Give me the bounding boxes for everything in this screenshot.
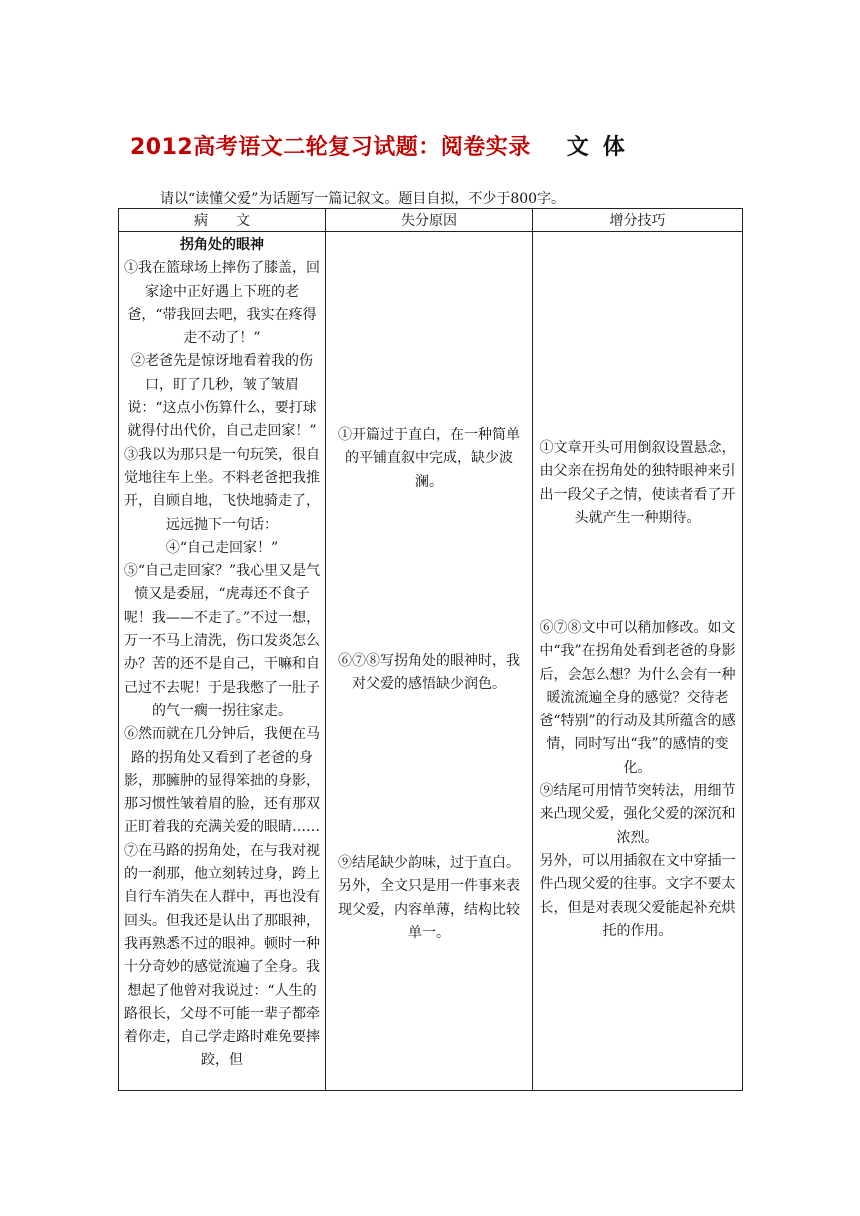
reason-1: ①开篇过于直白，在一种简单的平铺直叙中完成，缺少波澜。 xyxy=(338,427,520,490)
essay-paragraph-5: ⑤“自己走回家？”我心里又是气愤又是委屈，“虎毒还不食子呢！我——不走了。”不过一想，万一不马上清洗，伤口发炎怎么办？苦的还不是自己，干嘛和自己过不去呢！于是我憋了一肚子的气一瘸一拐往家走。 xyxy=(123,563,321,719)
table-row xyxy=(119,232,743,1091)
header-reasons: 失分原因 xyxy=(326,209,533,232)
essay-cell xyxy=(119,232,326,1091)
essay-paragraph-4: ④“自己走回家！” xyxy=(165,539,279,556)
essay-paragraph-2: ②老爸先是惊讶地看着我的伤口，盯了几秒，皱了皱眉说：“这点小伤算什么，要打球就得付出代价，自己走回家！” xyxy=(127,353,317,440)
tip-1: ①文章开头可用倒叙设置悬念，由父亲在拐角处的独特眼神来引出一段父子之情，使读者看了开头就产生一种期待。 xyxy=(539,440,736,526)
reason-2: ⑥⑦⑧写拐角处的眼神时，我对父爱的感悟缺少润色。 xyxy=(338,653,520,693)
header-tips: 增分技巧 xyxy=(533,209,743,232)
essay-paragraph-1: ①我在篮球场上摔伤了膝盖，回家途中正好遇上下班的老爸，“带我回去吧，我实在疼得走不动了！” xyxy=(124,260,320,347)
tip-4: 另外，可以用插叙在文中穿插一件凸现父爱的往事。文字不要太长，但是对表现父爱能起补充烘托的作用。 xyxy=(539,852,736,939)
title-main: 2012高考语文二轮复习试题：阅卷实录 xyxy=(130,135,531,160)
essay-paragraph-6: ⑥然而就在几分钟后，我便在马路的拐角处又看到了老爸的身影，那臃肿的显得笨拙的身影，那习惯性皱着眉的脸，还有那双正盯着我的充满关爱的眼睛…… xyxy=(124,726,320,836)
analysis-table xyxy=(118,208,743,1091)
reasons-cell xyxy=(326,232,533,1091)
essay-paragraph-3: ③我以为那只是一句玩笑，很自觉地往车上坐。不料老爸把我推开，自顾自地，飞快地骑走了，远远抛下一句话： xyxy=(124,446,320,533)
tips-cell xyxy=(533,232,743,1091)
document-title xyxy=(130,130,639,161)
essay-paragraph-7: ⑦在马路的拐角处，在与我对视的一刹那，他立刻转过身，跨上自行车消失在人群中，再也没有回头。但我还是认出了那眼神，我再熟悉不过的眼神。顿时一种十分奇妙的感觉流遍了全身。我想起了他曾对我说过：“人生的路很长，父母不可能一辈子都牵着你走，自己学走路时难免要摔跤，但 xyxy=(124,842,320,1069)
tip-3: ⑨结尾可用情节突转法，用细节来凸现父爱，强化父爱的深沉和浓烈。 xyxy=(539,783,736,846)
title-sub: 文体 xyxy=(566,135,639,160)
tip-2: ⑥⑦⑧文中可以稍加修改。如文中“我”在拐角处看到老爸的身影后，会怎么想？为什么会有一种暖流流遍全身的感觉？交待老爸“特别”的行动及其所蕴含的感情，同时写出“我”的感情的变化。 xyxy=(539,620,736,776)
reason-3: ⑨结尾缺少韵味，过于直白。另外，全文只是用一件事来表现父爱，内容单薄，结构比较单一。 xyxy=(338,855,520,941)
essay-title: 拐角处的眼神 xyxy=(180,237,264,253)
prompt-intro: 请以“读懂父爱”为话题写一篇记叙文。题目自拟，不少于800字。 xyxy=(160,191,566,207)
header-essay: 病 文 xyxy=(119,209,326,232)
table-header-row xyxy=(119,209,743,232)
